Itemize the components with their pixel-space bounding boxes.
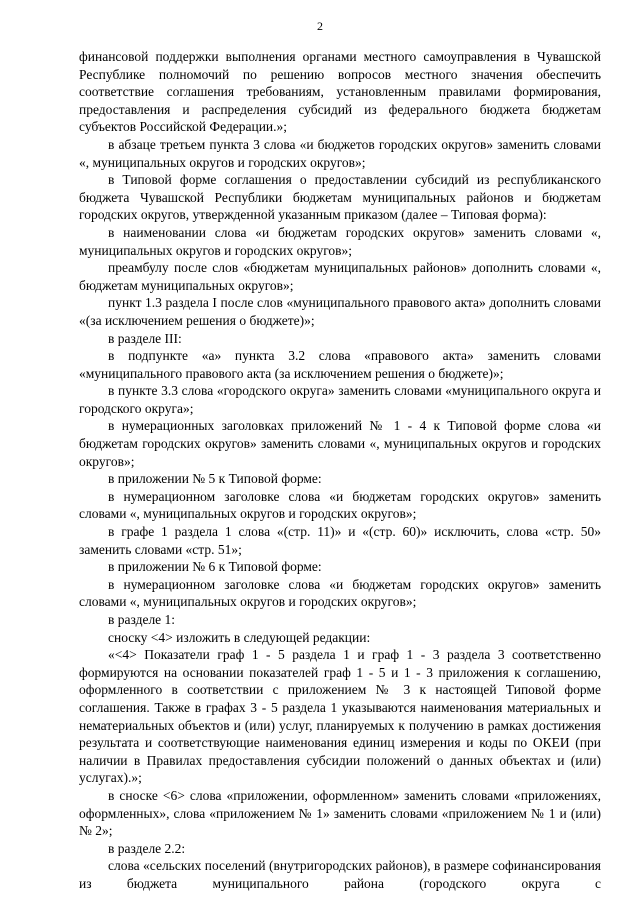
page-number: 2 — [317, 19, 323, 33]
paragraph: преамбулу после слов «бюджетам муниципальных районов» дополнить словами «, бюджетам муниципальных округов»; — [79, 260, 601, 293]
paragraph: финансовой поддержки выполнения органами местного самоуправления в Чувашской Республике полномочий по решению вопросов местного значения обеспечить соответствие соглашения требованиям, установленным правилами формирования, предоставления и распределения субсидий из федерального бюджета бюджетам субъектов Российской Федерации.»; — [79, 49, 601, 135]
paragraph: в пункте 3.3 слова «городского округа» заменить словами «муниципального округа и городского округа»; — [79, 383, 601, 416]
paragraph: в разделе 1: — [108, 612, 176, 627]
paragraph: в абзаце третьем пункта 3 слова «и бюджетов городских округов» заменить словами «, муниципальных округов и городских округов»; — [79, 136, 601, 170]
paragraph: в нумерационном заголовке слова «и бюджетам городских округов» заменить словами «, муниципальных округов и городских округов»; — [79, 576, 601, 610]
paragraph: в Типовой форме соглашения о предоставлении субсидий из республиканского бюджета Чувашской Республики бюджетам муниципальных районов и бюджетам городских округов, утвержденной указанным приказом (далее – Типовая форма): — [79, 172, 601, 223]
paragraph: в сноске <6> слова «приложении, оформленном» заменить словами «приложениях, оформленных», слова «приложением № 1» заменить словами «приложением № 1 и (или) № 2»; — [79, 787, 601, 839]
paragraph: в подпункте «а» пункта 3.2 слова «правового акта» заменить словами «муниципального правового акта (за исключением решения о бюджете)»; — [79, 348, 601, 381]
paragraph: слова «сельских поселений (внутригородских районов), в размере софинансирования из бюджета муниципального района (городского округа с — [79, 858, 602, 891]
paragraph: в разделе III: — [108, 330, 182, 346]
paragraph: в наименовании слова «и бюджетам городских округов» заменить словами «, муниципальных округов и городских округов»; — [79, 224, 601, 258]
document-body — [79, 48, 601, 893]
paragraph: в нумерационных заголовках приложений № 1 - 4 к Типовой форме слова «и бюджетам городских округов» заменить словами «, муниципальных округов и городских округов»; — [79, 418, 601, 469]
paragraph: «<4> Показатели граф 1 - 5 раздела 1 и граф 1 - 3 раздела 3 соответственно формируются на основании показателей граф 1 - 5 и 1 - 3 приложения к соглашению, оформленного в соответствии с приложением № 3 к настоящей Типовой форме соглашения. Также в графах 3 - 5 раздела 1 указываются наименования материальных и нематериальных объектов и (или) услуг, планируемых к получению в рамках достижения результата и соответствующие наименования единиц измерения и коды по ОКЕИ (при наличии в Правилах предоставления субсидии положений о данных объектах и (или) услугах).»; — [79, 647, 601, 786]
paragraph: в нумерационном заголовке слова «и бюджетам городских округов» заменить словами «, муниципальных округов и городских округов»; — [79, 488, 601, 522]
paragraph: сноску <4> изложить в следующей редакции: — [108, 629, 371, 645]
paragraph: пункт 1.3 раздела I после слов «муниципального правового акта» дополнить словами «(за исключением решения о бюджете)»; — [79, 295, 601, 328]
paragraph: в приложении № 6 к Типовой форме: — [108, 559, 322, 575]
paragraph: в графе 1 раздела 1 слова «(стр. 11)» и «(стр. 60)» исключить, слова «стр. 50» заменить словами «стр. 51»; — [79, 524, 601, 557]
paragraph: в приложении № 5 к Типовой форме: — [108, 471, 322, 487]
paragraph: в разделе 2.2: — [108, 840, 186, 856]
